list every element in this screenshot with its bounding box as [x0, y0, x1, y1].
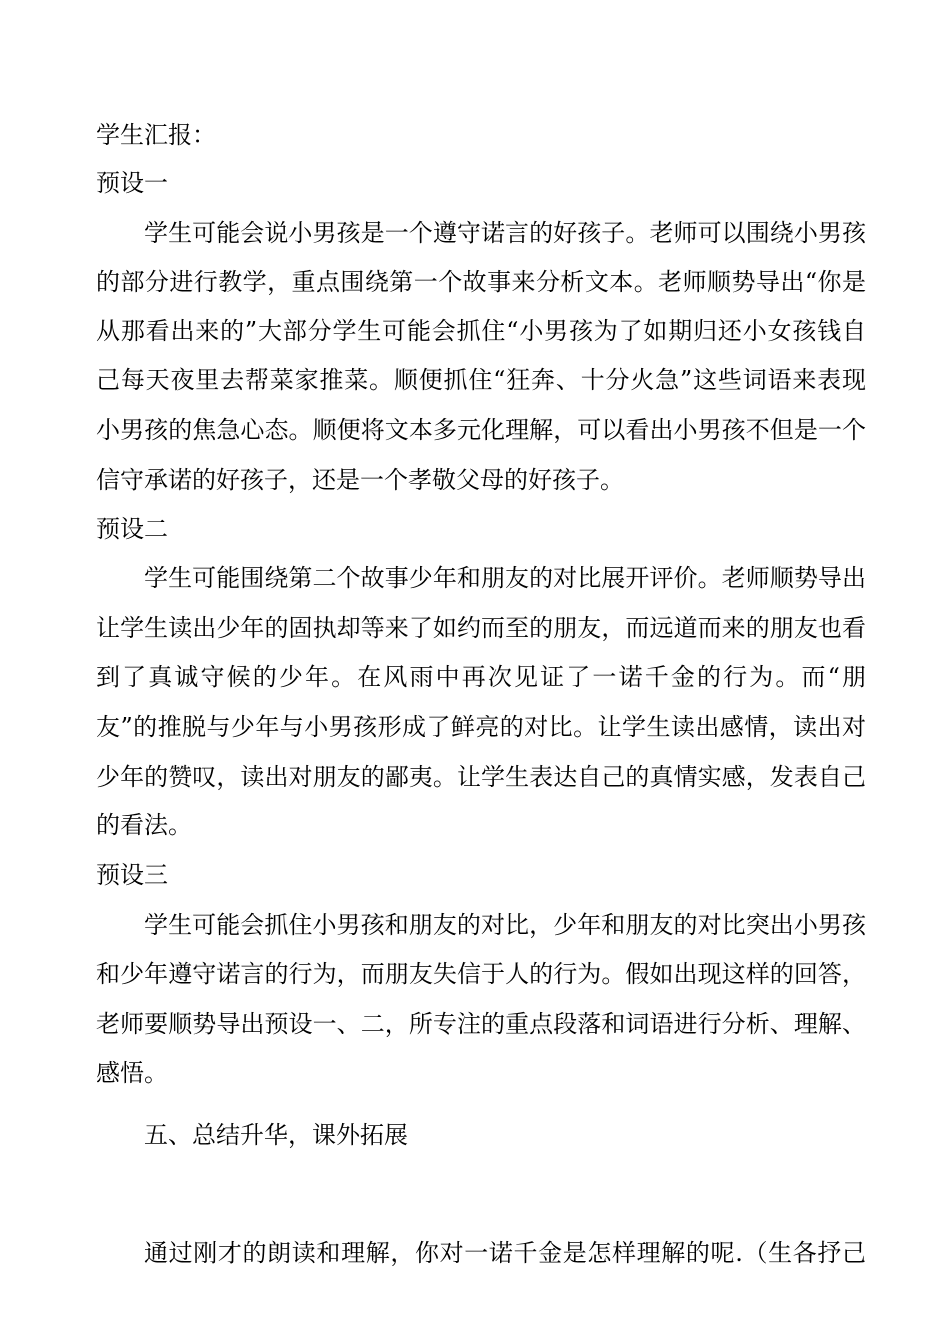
preset-2-line-6: 的看法。 [96, 811, 192, 839]
preset-3-label: 预设三 [96, 861, 168, 889]
preset-1-line-3: 从那看出来的”大部分学生可能会抓住“小男孩为了如期归还小女孩钱自 [96, 317, 866, 345]
preset-1-line-2: 的部分进行教学，重点围绕第一个故事来分析文本。老师顺势导出“你是 [96, 268, 866, 296]
preset-3-line-4: 感悟。 [96, 1059, 168, 1087]
preset-1-label: 预设一 [96, 169, 168, 197]
preset-1-line-6: 信守承诺的好孩子，还是一个孝敬父母的好孩子。 [96, 466, 624, 494]
preset-1-line-1: 学生可能会说小男孩是一个遵守诺言的好孩子。老师可以围绕小男孩 [144, 219, 866, 247]
preset-3-line-1: 学生可能会抓住小男孩和朋友的对比，少年和朋友的对比突出小男孩 [144, 911, 866, 939]
preset-1-line-5: 小男孩的焦急心态。顺便将文本多元化理解，可以看出小男孩不但是一个 [96, 416, 866, 444]
report-heading: 学生汇报： [96, 121, 216, 149]
section-five-title: 五、总结升华，课外拓展 [144, 1121, 408, 1149]
preset-2-line-5: 少年的赞叹，读出对朋友的鄙夷。让学生表达自己的真情实感，发表自己 [96, 763, 866, 791]
preset-2-line-2: 让学生读出少年的固执却等来了如约而至的朋友，而远道而来的朋友也看 [96, 614, 866, 642]
preset-3-line-2: 和少年遵守诺言的行为，而朋友失信于人的行为。假如出现这样的回答， [96, 960, 866, 988]
closing-line: 通过刚才的朗读和理解，你对一诺千金是怎样理解的呢.（生各抒己 [144, 1239, 866, 1267]
preset-1-line-4: 己每天夜里去帮菜家推菜。顺便抓住“狂奔、十分火急”这些词语来表现 [96, 366, 866, 394]
preset-2-line-4: 友”的推脱与少年与小男孩形成了鲜亮的对比。让学生读出感情，读出对 [96, 713, 866, 741]
preset-3-line-3: 老师要顺势导出预设一、二，所专注的重点段落和词语进行分析、理解、 [96, 1010, 866, 1038]
preset-2-line-1: 学生可能围绕第二个故事少年和朋友的对比展开评价。老师顺势导出 [144, 564, 866, 592]
preset-2-label: 预设二 [96, 515, 168, 543]
preset-2-line-3: 到了真诚守候的少年。在风雨中再次见证了一诺千金的行为。而“朋 [96, 663, 866, 691]
